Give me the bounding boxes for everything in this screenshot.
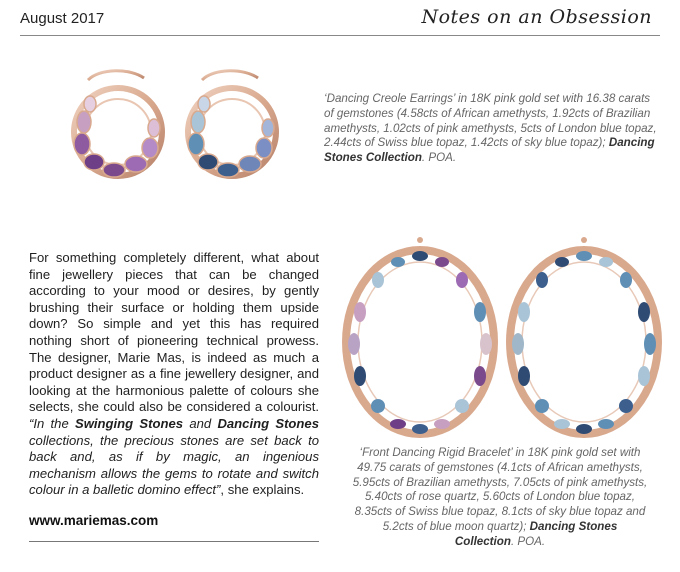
quote-open: “In the xyxy=(29,415,75,431)
dancing-stones-name: Dancing Stones xyxy=(217,415,319,431)
quote-and: and xyxy=(183,415,218,431)
article-body xyxy=(29,250,319,499)
website-link[interactable]: www.mariemas.com xyxy=(29,513,159,528)
publication-title: Notes on an Obsession xyxy=(421,6,652,28)
bottom-divider xyxy=(29,541,319,542)
swinging-stones-name: Swinging Stones xyxy=(74,415,184,431)
left-earring xyxy=(74,71,162,177)
bracelet-collection-name: Dancing Stones Collection xyxy=(454,519,618,548)
quote-rest: collections, the precious stones are set back to back and, as if by magic, an ingenious mechanism allows the gems to rotate and switch colour in a balletic domino effect” xyxy=(29,432,319,498)
right-hoop xyxy=(510,237,658,434)
article-paragraph: For something completely different, what about fine jewellery pieces that can be changed according to your mood or desires, by gently brushing their surface or holding them upside down? So simple and yet this has required nothing short of pioneering technical prowess. The designer, Marie Mas, is indeed as much a product designer as a fine jewellery designer, and looking at the harmonious palette of colours she selects, she could also be considered a colourist. xyxy=(29,250,319,415)
bracelet-caption-text: ‘Front Dancing Rigid Bracelet’ in 18K pink gold set with 49.75 carats of gemstones (4.1cts of African amethysts, 5.95cts of Brazilian amethysts, 7.05cts of pink amethysts, 5.40cts of rose quartz, 5.60cts of London blue topaz, 8.35cts of Swiss blue topaz, 8.1cts of sky blue topaz and 5.2cts of blue moon quartz); xyxy=(352,446,648,533)
bracelet-price: . POA. xyxy=(510,534,546,548)
earrings-photo xyxy=(30,64,320,192)
left-hoop xyxy=(346,237,494,434)
bracelet-photo xyxy=(338,232,668,440)
earrings-collection-name: Dancing Stones Collection xyxy=(324,136,655,165)
header-date: August 2017 xyxy=(20,10,105,27)
earrings-caption-text: ‘Dancing Creole Earrings’ in 18K pink gold set with 16.38 carats of gemstones (4.58cts of African amethysts, 1.92cts of Brazilian amethysts, 1.02cts of pink amethysts, 5cts of London blue topaz, 2.44cts of Swiss blue topaz, 1.42cts of sky blue topaz); xyxy=(324,92,657,150)
header-divider xyxy=(20,35,660,36)
earrings-price: . POA. xyxy=(421,151,457,165)
earrings-caption xyxy=(324,92,660,166)
right-earring xyxy=(188,71,276,177)
bracelet-caption xyxy=(352,446,648,550)
quote-attribution: , she explains. xyxy=(220,482,305,498)
